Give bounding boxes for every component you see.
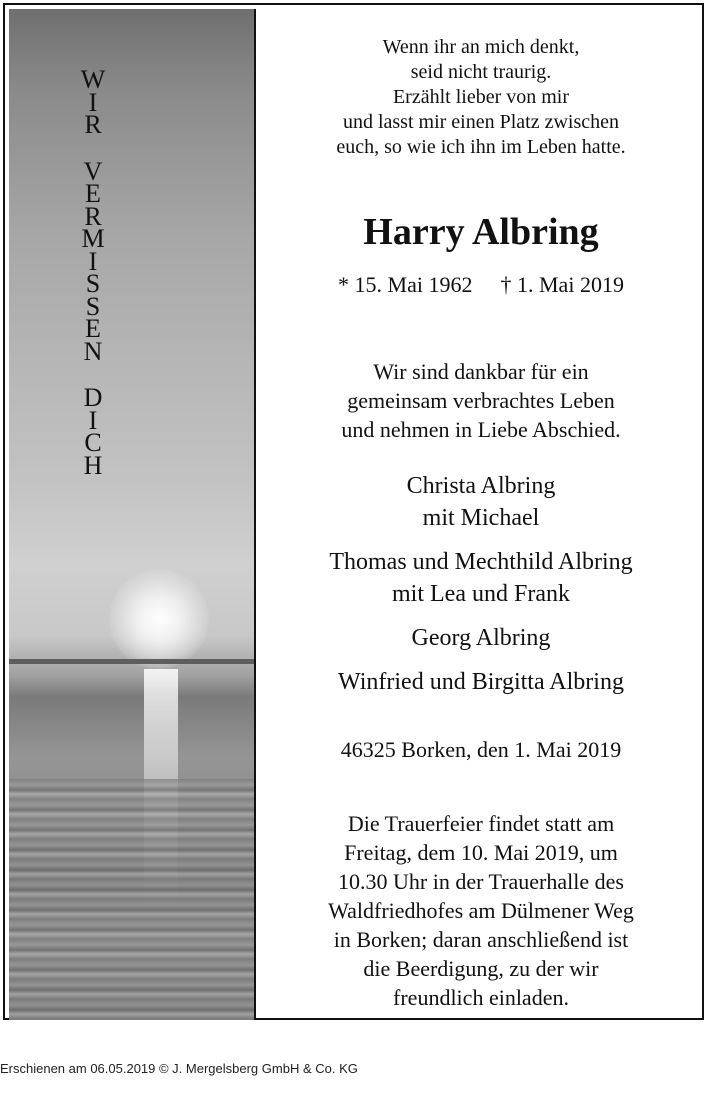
verse-line: Wenn ihr an mich denkt,: [382, 36, 580, 58]
mourner-line: Christa Albring: [406, 473, 556, 499]
gratitude-text: [256, 357, 706, 444]
mourner-group: [256, 622, 706, 654]
vertical-motto: [9, 65, 177, 480]
mourners-list: [256, 470, 706, 710]
motto-letter: I: [88, 405, 98, 435]
life-dates: [256, 270, 706, 300]
motto-letter: R: [84, 110, 102, 139]
mourner-line: Winfried und Birgitta Albring: [338, 669, 624, 695]
motto-letter: C: [84, 428, 102, 457]
verse-line: euch, so wie ich ihn im Leben hatte.: [336, 136, 626, 158]
sunset-sea-photo: [9, 9, 254, 1020]
motto-letter: M: [81, 224, 105, 253]
mourner-group: [256, 546, 706, 610]
service-line: freundlich einladen.: [393, 985, 569, 1010]
motto-letter: S: [85, 291, 101, 321]
verse: [256, 35, 706, 160]
service-line: in Borken; daran anschließend ist: [333, 927, 629, 952]
verse-line: Erzählt lieber von mir: [392, 86, 570, 108]
birth-date: * 15. Mai 1962: [338, 272, 473, 297]
service-line: Waldfriedhofes am Dülmener Weg: [328, 898, 634, 923]
motto-letter: N: [83, 336, 103, 366]
motto-letter: E: [85, 314, 101, 343]
gratitude-line: Wir sind dankbar für ein: [373, 359, 589, 384]
motto-letter: V: [83, 156, 103, 186]
deceased-name: Harry Albring: [363, 211, 599, 253]
publication-footer: Erschienen am 06.05.2019 © J. Mergelsberg GmbH & Co. KG: [0, 1061, 358, 1076]
mourner-line: Georg Albring: [411, 625, 551, 651]
obituary-notice: [3, 3, 704, 1020]
funeral-service-info: [256, 809, 706, 1012]
motto-letter: H: [83, 450, 103, 480]
service-line: 10.30 Uhr in der Trauerhalle des: [338, 869, 624, 894]
gratitude-line: gemeinsam verbrachtes Leben: [347, 388, 615, 413]
gratitude-line: und nehmen in Liebe Abschied.: [341, 417, 621, 442]
motto-letter: E: [85, 179, 101, 208]
mourner-line: Thomas und Mechthild Albring: [329, 549, 633, 575]
death-date: † 1. Mai 2019: [500, 272, 624, 297]
horizon-line: [9, 659, 254, 664]
service-line: die Beerdigung, zu der wir: [363, 956, 599, 981]
mourner-group: [256, 666, 706, 698]
place-and-date: 46325 Borken, den 1. Mai 2019: [340, 737, 622, 762]
motto-letter: R: [84, 201, 102, 231]
sun-glow: [109, 569, 209, 669]
motto-letter: W: [80, 65, 106, 94]
mourner-line: mit Lea und Frank: [392, 581, 570, 607]
mourner-line: mit Michael: [422, 505, 540, 531]
motto-letter: D: [83, 383, 103, 412]
motto-letter: S: [85, 269, 101, 298]
verse-line: seid nicht traurig.: [410, 61, 552, 83]
sea-waves: [9, 779, 254, 1020]
service-line: Die Trauerfeier findet statt am: [347, 811, 615, 836]
verse-line: und lasst mir einen Platz zwischen: [342, 111, 620, 133]
motto-letter: I: [88, 246, 98, 276]
service-line: Freitag, dem 10. Mai 2019, um: [344, 840, 618, 865]
mourner-group: [256, 470, 706, 534]
motto-letter: I: [88, 87, 98, 117]
